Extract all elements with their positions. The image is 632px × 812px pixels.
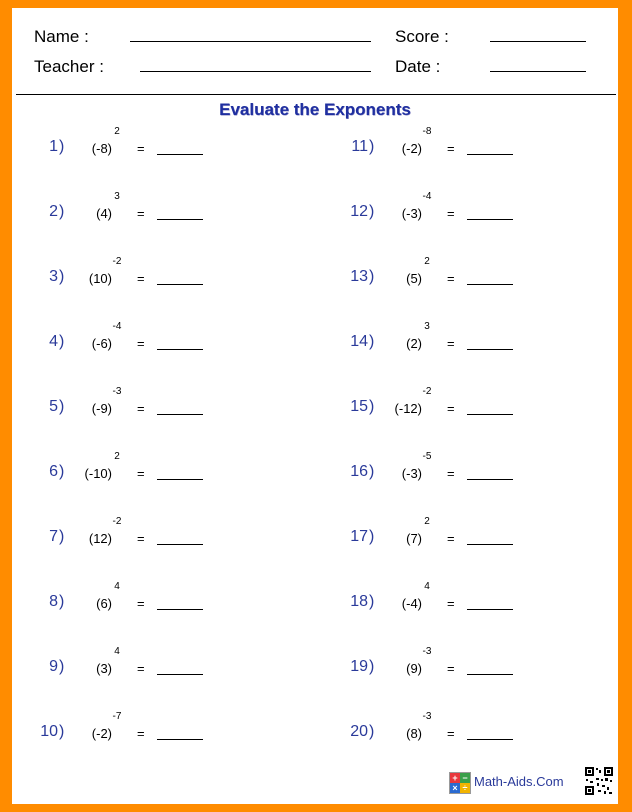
answer-blank[interactable] — [157, 219, 203, 220]
problem-exponent: 4 — [114, 646, 120, 657]
answer-blank[interactable] — [157, 349, 203, 350]
problem-paren: ) — [59, 723, 65, 740]
answer-blank[interactable] — [157, 544, 203, 545]
problem-number: 4 — [49, 333, 58, 350]
problem-paren: ) — [369, 203, 375, 220]
answer-blank[interactable] — [467, 219, 513, 220]
answer-blank[interactable] — [157, 674, 203, 675]
problem-number: 3 — [49, 268, 58, 285]
answer-blank[interactable] — [467, 349, 513, 350]
problem-number: 10 — [40, 723, 58, 740]
qr-code-icon — [584, 766, 614, 796]
problem-base: (7) — [406, 531, 422, 546]
name-label: Name : — [34, 27, 89, 46]
answer-blank[interactable] — [157, 414, 203, 415]
problem-exponent: 4 — [114, 581, 120, 592]
problem-base: (-3) — [401, 466, 422, 481]
problem-base: (8) — [406, 726, 422, 741]
problem-item — [24, 711, 284, 753]
problem-equals: = — [137, 401, 145, 416]
problem-exponent: -8 — [422, 126, 432, 137]
problem-exponent: 3 — [424, 321, 430, 332]
date-field[interactable] — [490, 71, 586, 72]
problem-exponent: 3 — [114, 191, 120, 202]
answer-blank[interactable] — [467, 154, 513, 155]
worksheet-title: Evaluate the Exponents — [219, 100, 411, 119]
problem-equals: = — [447, 141, 455, 156]
problem-equals: = — [447, 661, 455, 676]
score-label: Score : — [395, 27, 449, 46]
problem-exponent: -2 — [112, 516, 122, 527]
problem-number: 18 — [350, 593, 368, 610]
problem-number: 1 — [49, 138, 58, 155]
problem-base: (-6) — [91, 336, 112, 351]
problem-item — [24, 321, 284, 363]
problem-paren: ) — [369, 723, 375, 740]
problem-base: (3) — [96, 661, 112, 676]
problem-equals: = — [447, 531, 455, 546]
problem-paren: ) — [59, 658, 65, 675]
problem-exponent: -4 — [422, 191, 432, 202]
problem-number: 8 — [49, 593, 58, 610]
problem-item — [24, 126, 284, 168]
problem-paren: ) — [59, 593, 65, 610]
problem-exponent: -3 — [422, 646, 432, 657]
problem-paren: ) — [59, 528, 65, 545]
teacher-label: Teacher : — [34, 57, 104, 76]
problem-item — [334, 191, 594, 233]
problem-paren: ) — [59, 463, 65, 480]
answer-blank[interactable] — [157, 609, 203, 610]
problem-paren: ) — [59, 333, 65, 350]
problem-paren: ) — [59, 138, 65, 155]
header-divider — [16, 94, 616, 95]
problem-number: 9 — [49, 658, 58, 675]
answer-blank[interactable] — [467, 544, 513, 545]
problem-number: 19 — [350, 658, 368, 675]
problem-equals: = — [447, 336, 455, 351]
problem-item — [334, 321, 594, 363]
problem-number: 6 — [49, 463, 58, 480]
problem-exponent: 2 — [424, 516, 430, 527]
problem-base: (4) — [96, 206, 112, 221]
problem-equals: = — [447, 726, 455, 741]
problem-number: 2 — [49, 203, 58, 220]
date-label: Date : — [395, 57, 441, 76]
name-field[interactable] — [130, 41, 371, 42]
problem-equals: = — [447, 271, 455, 286]
problem-base: (6) — [96, 596, 112, 611]
problem-paren: ) — [59, 268, 65, 285]
problem-exponent: -3 — [422, 711, 432, 722]
answer-blank[interactable] — [467, 674, 513, 675]
problem-base: (10) — [88, 271, 112, 286]
problem-base: (-3) — [401, 206, 422, 221]
problem-exponent: -2 — [422, 386, 432, 397]
problem-equals: = — [137, 726, 145, 741]
problem-number: 7 — [49, 528, 58, 545]
problem-item — [24, 256, 284, 298]
problem-item — [24, 451, 284, 493]
problem-item — [334, 386, 594, 428]
problem-equals: = — [137, 661, 145, 676]
problem-base: (2) — [406, 336, 422, 351]
answer-blank[interactable] — [157, 154, 203, 155]
problem-number: 17 — [350, 528, 368, 545]
answer-blank[interactable] — [157, 739, 203, 740]
problem-item — [334, 581, 594, 623]
problem-equals: = — [137, 206, 145, 221]
problem-base: (-12) — [394, 401, 422, 416]
problem-equals: = — [137, 531, 145, 546]
problem-equals: = — [137, 466, 145, 481]
problem-item — [24, 581, 284, 623]
problem-number: 5 — [49, 398, 58, 415]
problem-item — [334, 646, 594, 688]
problem-number: 16 — [350, 463, 368, 480]
problem-equals: = — [137, 141, 145, 156]
problem-number: 15 — [350, 398, 368, 415]
problem-number: 20 — [350, 723, 368, 740]
problem-base: (-2) — [91, 726, 112, 741]
problem-exponent: -2 — [112, 256, 122, 267]
problem-base: (-2) — [401, 141, 422, 156]
problem-base: (-10) — [84, 466, 112, 481]
problem-base: (9) — [406, 661, 422, 676]
problem-paren: ) — [369, 528, 375, 545]
problem-exponent: 2 — [114, 126, 120, 137]
problem-equals: = — [137, 336, 145, 351]
answer-blank[interactable] — [157, 479, 203, 480]
problem-paren: ) — [369, 463, 375, 480]
problem-equals: = — [137, 271, 145, 286]
problem-item — [334, 126, 594, 168]
problem-exponent: 4 — [424, 581, 430, 592]
problem-equals: = — [137, 596, 145, 611]
problem-equals: = — [447, 401, 455, 416]
teacher-field[interactable] — [140, 71, 371, 72]
problem-paren: ) — [59, 203, 65, 220]
problem-exponent: 2 — [114, 451, 120, 462]
problem-equals: = — [447, 466, 455, 481]
problem-paren: ) — [369, 658, 375, 675]
problem-paren: ) — [369, 333, 375, 350]
problem-item — [334, 451, 594, 493]
footer-brand: Math-Aids.Com — [474, 774, 564, 789]
problem-paren: ) — [369, 138, 375, 155]
answer-blank[interactable] — [467, 739, 513, 740]
problem-paren: ) — [369, 398, 375, 415]
problem-base: (12) — [88, 531, 112, 546]
answer-blank[interactable] — [467, 414, 513, 415]
worksheet-page — [12, 8, 618, 804]
problem-exponent: -3 — [112, 386, 122, 397]
problem-item — [334, 256, 594, 298]
problem-paren: ) — [369, 593, 375, 610]
problem-exponent: -4 — [112, 321, 122, 332]
problem-number: 12 — [350, 203, 368, 220]
problem-base: (-4) — [401, 596, 422, 611]
problem-base: (5) — [406, 271, 422, 286]
answer-blank[interactable] — [157, 284, 203, 285]
problem-base: (-8) — [91, 141, 112, 156]
problem-paren: ) — [369, 268, 375, 285]
problem-number: 11 — [351, 138, 368, 155]
answer-blank[interactable] — [467, 479, 513, 480]
answer-blank[interactable] — [467, 609, 513, 610]
answer-blank[interactable] — [467, 284, 513, 285]
score-field[interactable] — [490, 41, 586, 42]
problem-item — [24, 191, 284, 233]
problem-base: (-9) — [91, 401, 112, 416]
problem-exponent: -5 — [422, 451, 432, 462]
problem-equals: = — [447, 596, 455, 611]
problem-item — [334, 516, 594, 558]
problem-item — [24, 646, 284, 688]
problem-equals: = — [447, 206, 455, 221]
problem-exponent: -7 — [112, 711, 122, 722]
problem-item — [24, 386, 284, 428]
calculator-logo-icon: + − × ÷ — [449, 772, 471, 794]
problem-exponent: 2 — [424, 256, 430, 267]
problem-number: 13 — [350, 268, 368, 285]
problem-item — [334, 711, 594, 753]
problem-paren: ) — [59, 398, 65, 415]
problem-number: 14 — [350, 333, 368, 350]
problem-item — [24, 516, 284, 558]
